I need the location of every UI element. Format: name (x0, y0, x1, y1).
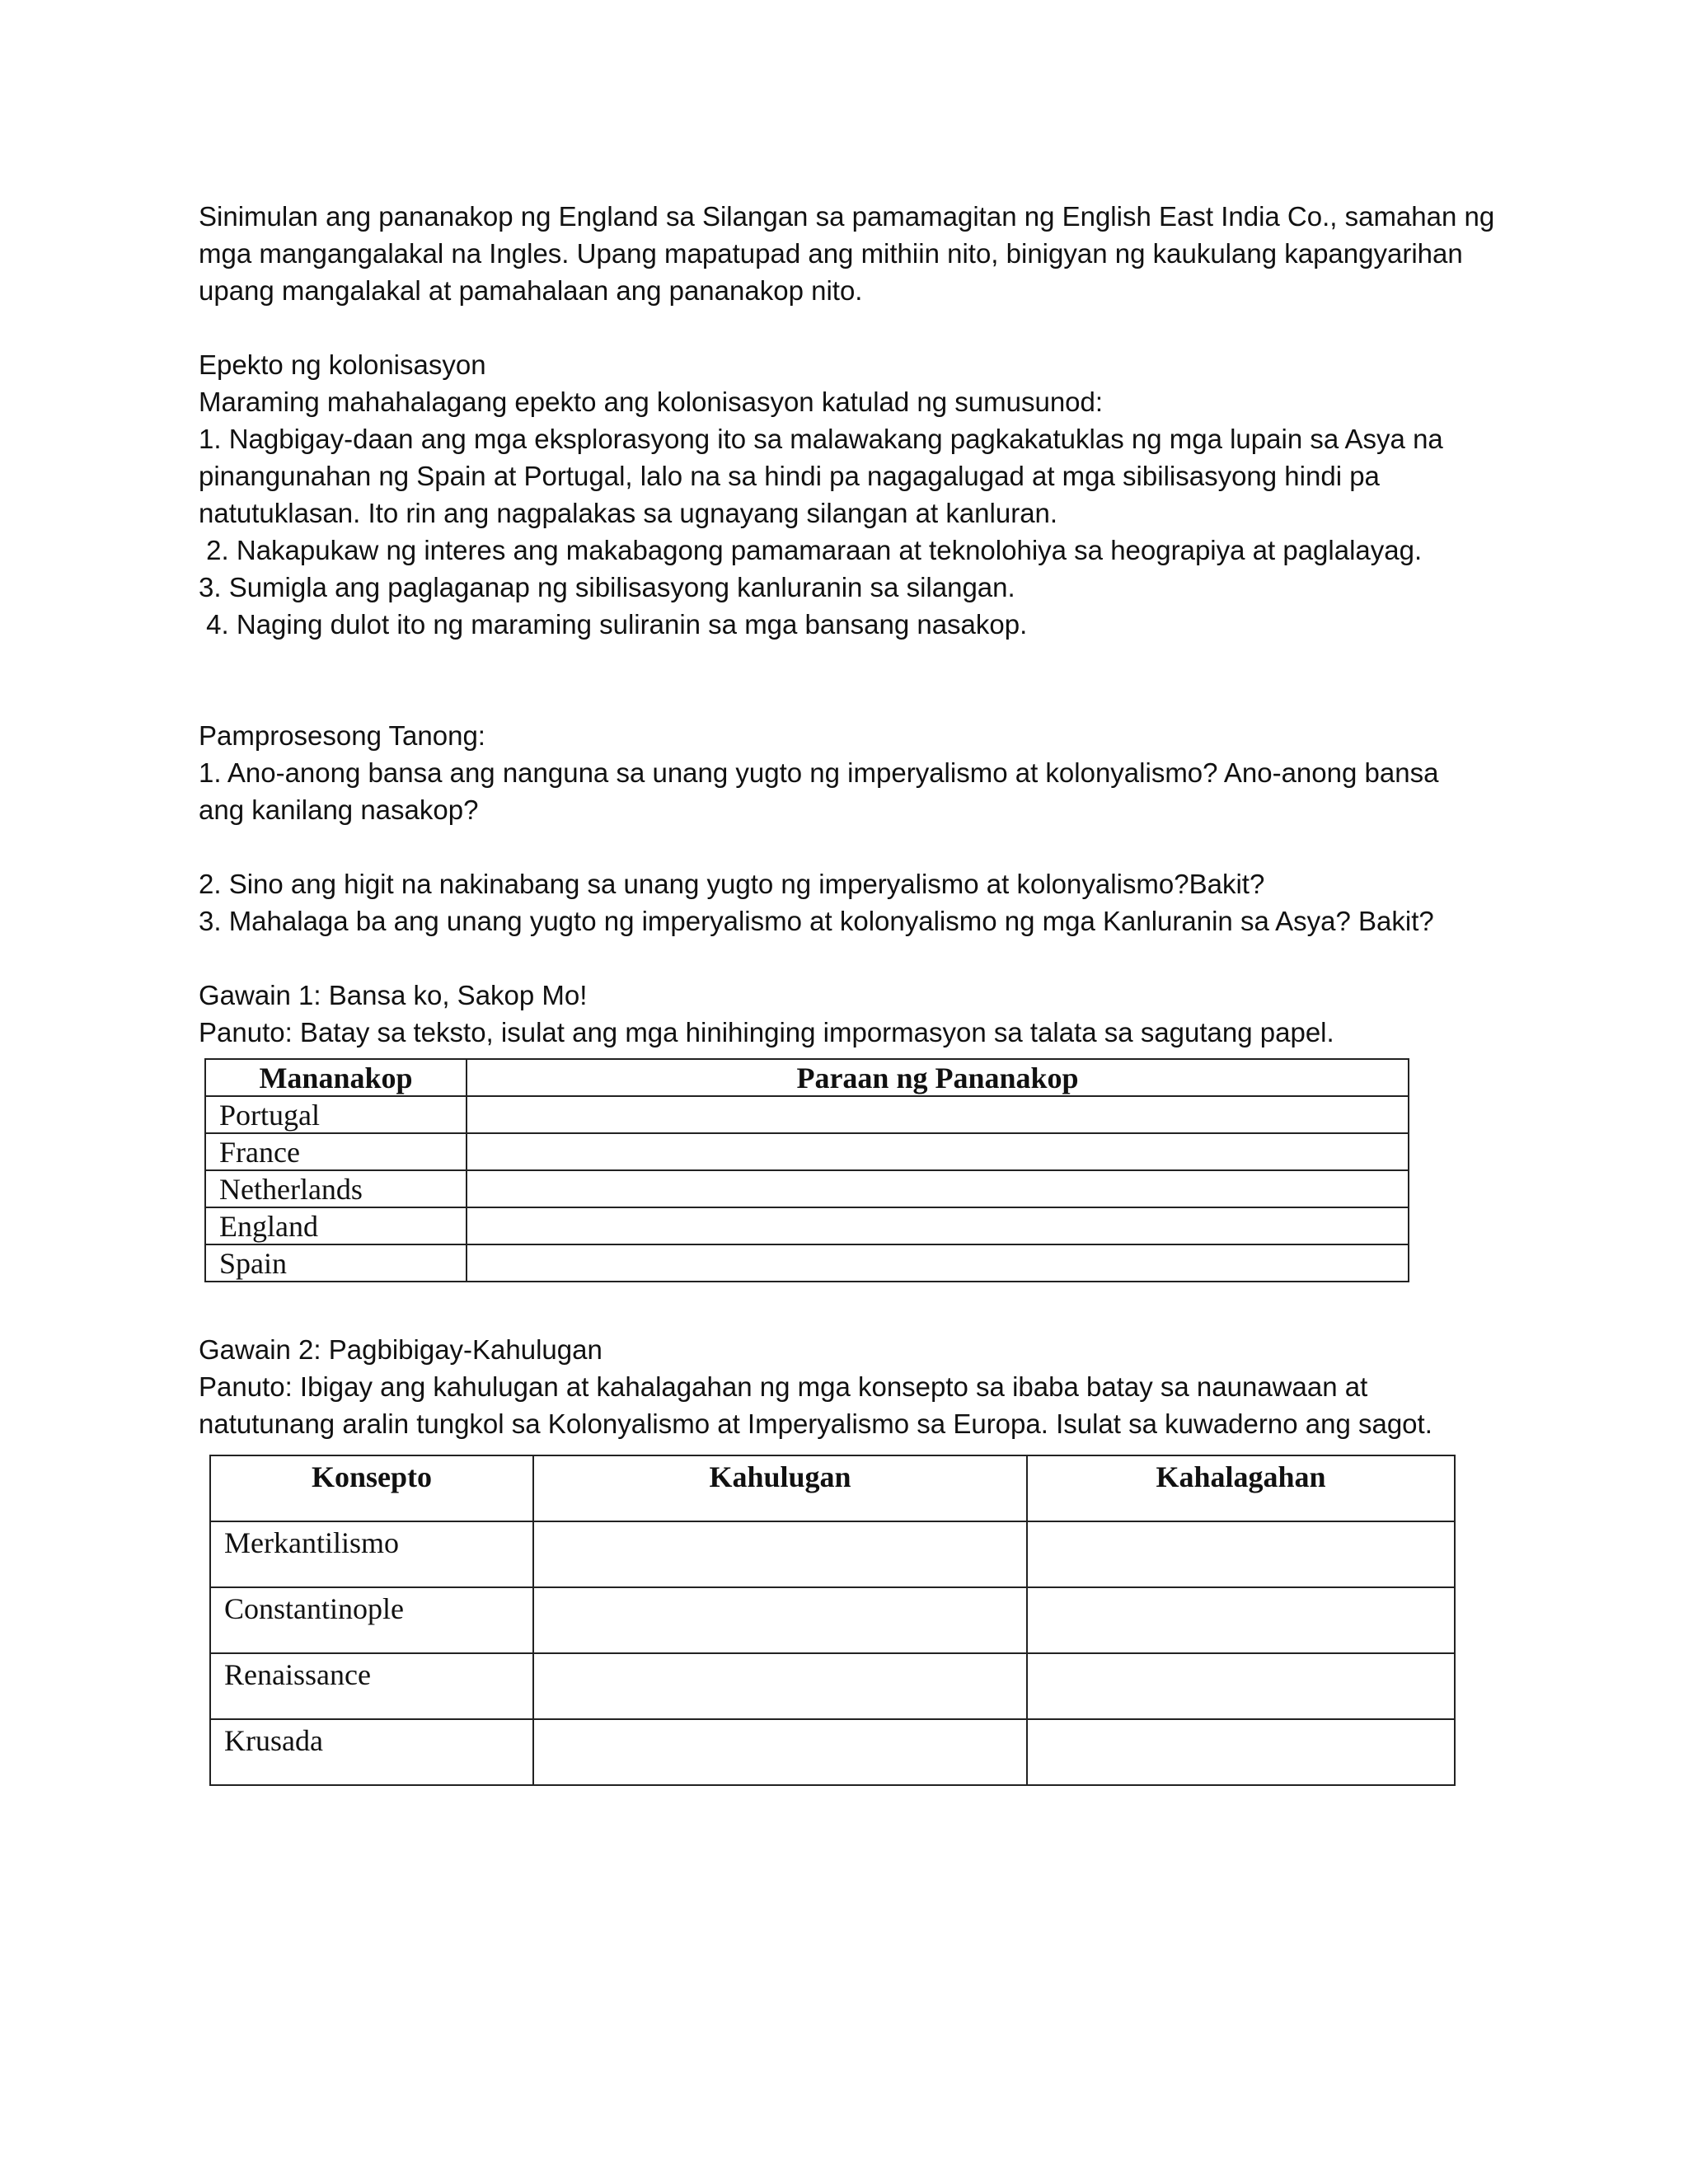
table-row (210, 1521, 1455, 1587)
konsepto-cell: Constantinople (210, 1587, 533, 1653)
kahalagahan-cell[interactable] (1027, 1653, 1455, 1719)
kahalagahan-cell[interactable] (1027, 1521, 1455, 1587)
header-kahulugan: Kahulugan (533, 1455, 1027, 1521)
epekto-item: pinangunahan ng Spain at Portugal, lalo na sa hindi pa nagagalugad at mga sibilisasyong hindi pa (199, 461, 1380, 491)
answer-cell[interactable] (467, 1133, 1409, 1170)
table-header-row (205, 1059, 1409, 1096)
epekto-item: 4. Naging dulot ito ng maraming suliranin sa mga bansang nasakop. (199, 609, 1028, 640)
epekto-item: 2. Nakapukaw ng interes ang makabagong pamamaraan at teknolohiya sa heograpiya at paglalayag. (199, 535, 1423, 565)
gawain1-table (204, 1058, 1409, 1282)
konsepto-cell: Merkantilismo (210, 1521, 533, 1587)
worksheet-text (199, 198, 1501, 1051)
kahulugan-cell[interactable] (533, 1719, 1027, 1785)
country-cell: Portugal (205, 1096, 467, 1133)
gawain2-table (209, 1455, 1456, 1786)
epekto-heading: Epekto ng kolonisasyon (199, 349, 486, 380)
country-cell: France (205, 1133, 467, 1170)
gawain2-panuto-line: Panuto: Ibigay ang kahulugan at kahalagahan ng mga konsepto sa ibaba batay sa naunawaan at (199, 1371, 1368, 1402)
table-row (210, 1719, 1455, 1785)
tanong-1-line: 1. Ano-anong bansa ang nanguna sa unang yugto ng imperyalismo at kolonyalismo? Ano-anong bansa (199, 757, 1439, 788)
country-cell: England (205, 1207, 467, 1244)
gawain2-panuto-line: natutunang aralin tungkol sa Kolonyalismo at Imperyalismo sa Europa. Isulat sa kuwaderno ang sagot. (199, 1408, 1432, 1439)
table-header-row (210, 1455, 1455, 1521)
answer-cell[interactable] (467, 1170, 1409, 1207)
table-row (205, 1170, 1409, 1207)
epekto-lead: Maraming mahahalagang epekto ang kolonisasyon katulad ng sumusunod: (199, 387, 1104, 417)
country-cell: Spain (205, 1244, 467, 1282)
kahalagahan-cell[interactable] (1027, 1719, 1455, 1785)
header-paraan: Paraan ng Pananakop (467, 1059, 1409, 1096)
intro-line: Sinimulan ang pananakop ng England sa Silangan sa pamamagitan ng English East India Co., samahan ng (199, 201, 1495, 232)
intro-line: upang mangalakal at pamahalaan ang pananakop nito. (199, 275, 863, 306)
kahulugan-cell[interactable] (533, 1653, 1027, 1719)
answer-cell[interactable] (467, 1244, 1409, 1282)
tanong-2: 2. Sino ang higit na nakinabang sa unang yugto ng imperyalismo at kolonyalismo?Bakit? (199, 869, 1265, 899)
tanong-3: 3. Mahalaga ba ang unang yugto ng imperyalismo at kolonyalismo ng mga Kanluranin sa Asya? Bakit? (199, 906, 1434, 936)
konsepto-cell: Renaissance (210, 1653, 533, 1719)
epekto-item: 3. Sumigla ang paglaganap ng sibilisasyong kanluranin sa silangan. (199, 572, 1015, 602)
tanong-1-line: ang kanilang nasakop? (199, 794, 479, 825)
table-row (205, 1133, 1409, 1170)
table-row (205, 1096, 1409, 1133)
kahulugan-cell[interactable] (533, 1587, 1027, 1653)
kahalagahan-cell[interactable] (1027, 1587, 1455, 1653)
answer-cell[interactable] (467, 1207, 1409, 1244)
country-cell: Netherlands (205, 1170, 467, 1207)
kahulugan-cell[interactable] (533, 1521, 1027, 1587)
header-konsepto: Konsepto (210, 1455, 533, 1521)
table-row (210, 1587, 1455, 1653)
gawain2-text (199, 1331, 1501, 1442)
epekto-item: natutuklasan. Ito rin ang nagpalakas sa ugnayang silangan at kanluran. (199, 498, 1058, 528)
epekto-item: 1. Nagbigay-daan ang mga eksplorasyong ito sa malawakang pagkakatuklas ng mga lupain sa Asya na (199, 424, 1443, 454)
table-row (210, 1653, 1455, 1719)
tanong-heading: Pamprosesong Tanong: (199, 720, 485, 751)
table-row (205, 1207, 1409, 1244)
table-row (205, 1244, 1409, 1282)
gawain2-title: Gawain 2: Pagbibigay-Kahulugan (199, 1334, 603, 1365)
gawain1-title: Gawain 1: Bansa ko, Sakop Mo! (199, 980, 588, 1010)
header-mananakop: Mananakop (205, 1059, 467, 1096)
answer-cell[interactable] (467, 1096, 1409, 1133)
intro-line: mga mangangalakal na Ingles. Upang mapatupad ang mithiin nito, binigyan ng kaukulang kapangyarihan (199, 238, 1463, 269)
konsepto-cell: Krusada (210, 1719, 533, 1785)
gawain1-panuto: Panuto: Batay sa teksto, isulat ang mga hinihinging impormasyon sa talata sa sagutang papel. (199, 1017, 1334, 1047)
header-kahalagahan: Kahalagahan (1027, 1455, 1455, 1521)
